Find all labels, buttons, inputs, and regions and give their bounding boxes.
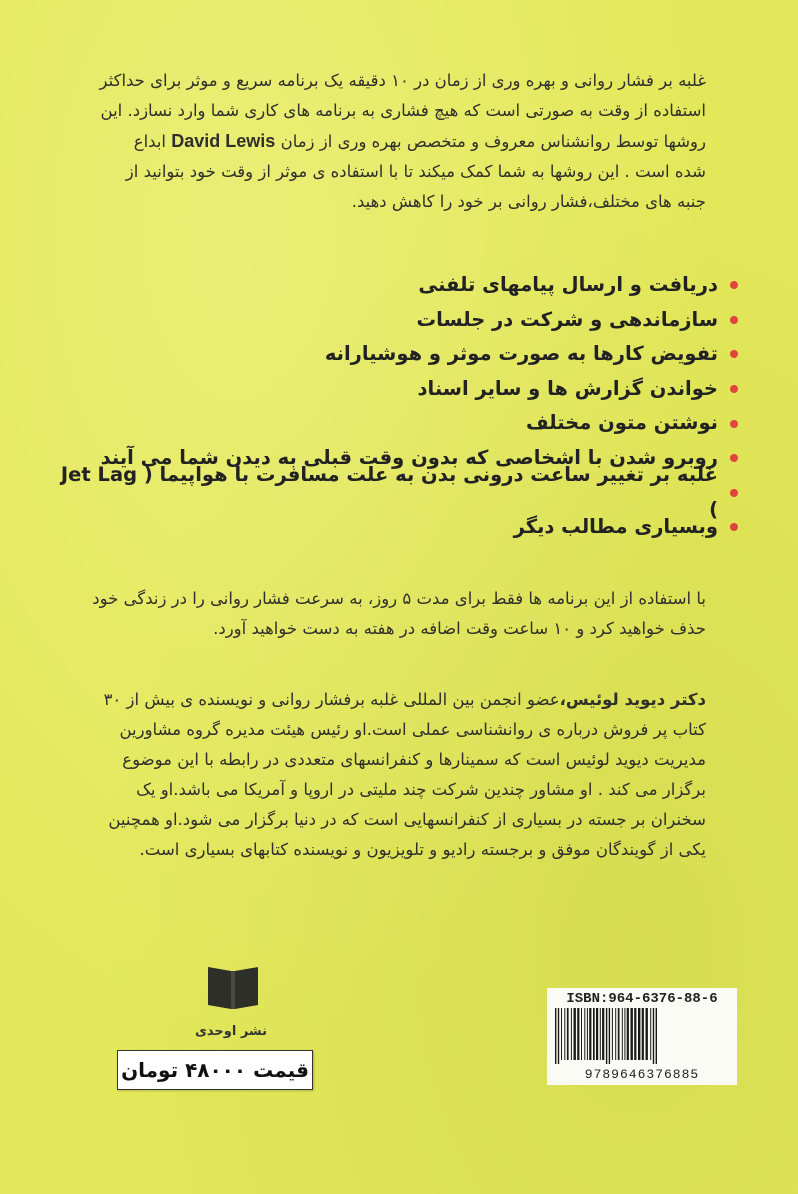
bullet-dot-icon bbox=[730, 454, 738, 462]
list-item-text: خواندن گزارش ها و سایر اسناد bbox=[417, 376, 718, 400]
bullet-dot-icon bbox=[730, 489, 738, 497]
bullet-dot-icon bbox=[730, 281, 738, 289]
intro-line: شده است . این روشها به شما کمک میکند تا با استفاده ی موثر از وقت خود بتوانید از bbox=[125, 162, 706, 181]
open-book-icon bbox=[206, 963, 260, 1011]
intro-line: غلبه بر فشار روانی و بهره وری از زمان در ۱۰ دقیقه یک برنامه سریع و موثر برای حداکثر bbox=[99, 71, 706, 90]
bullet-dot-icon bbox=[730, 316, 738, 324]
feature-list bbox=[58, 268, 738, 545]
intro-line-part: ابداع bbox=[133, 132, 167, 151]
bullet-dot-icon bbox=[730, 385, 738, 393]
publisher-name: نشر اوحدی bbox=[194, 1024, 268, 1039]
list-item-text: نوشتن متون مختلف bbox=[526, 411, 718, 435]
barcode-panel bbox=[547, 988, 737, 1085]
bio-line: برگزار می کند . او مشاور چندین شرکت چند ملیتی در اروپا و آمریکا می باشد.او یک bbox=[136, 780, 706, 799]
bio-line bbox=[88, 685, 706, 715]
bio-line: کتاب پر فروش درباره ی روانشناسی عملی است.او رئیس هیئت مدیره گروه مشاورین bbox=[119, 720, 706, 739]
bio-line-part: عضو انجمن بین المللی غلبه برفشار روانی و نویسنده ی بیش از ۳۰ bbox=[103, 690, 560, 709]
list-item-text: روبرو شدن با اشخاصی که بدون وقت قبلی به دیدن شما می آیند bbox=[100, 445, 718, 469]
list-item-text: دریافت و ارسال پیامهای تلفنی bbox=[418, 273, 718, 296]
bullet-dot-icon bbox=[730, 523, 738, 531]
intro-line: استفاده از وقت به صورتی است که هیچ فشاری به برنامه های کاری شما وارد نسازد. این bbox=[100, 101, 706, 120]
bio-line: سخنران بر جسته در بسیاری از کنفرانسهایی است که در دنیا برگزار می شود.او همچنین bbox=[108, 810, 706, 829]
outro-line: حذف خواهید کرد و ۱۰ ساعت وقت اضافه در هفته به دست خواهید آورد. bbox=[213, 619, 706, 638]
list-item bbox=[58, 268, 738, 303]
intro-line: جنبه های مختلف،فشار روانی بر خود را کاهش دهید. bbox=[351, 192, 706, 211]
list-item bbox=[58, 463, 738, 521]
list-item-text: تفویض کارها به صورت موثر و هوشیارانه bbox=[324, 342, 718, 366]
outro-paragraph bbox=[88, 584, 706, 644]
list-item bbox=[58, 337, 738, 372]
list-item-text: سازماندهی و شرکت در جلسات bbox=[416, 307, 718, 331]
list-item bbox=[58, 372, 738, 407]
intro-line-part: روشها توسط روانشناس معروف و متخصص بهره وری از زمان bbox=[280, 132, 706, 151]
price-sticker bbox=[117, 1050, 313, 1090]
price-label: قیمت ۴۸۰۰۰ تومان bbox=[121, 1058, 309, 1082]
author-name: دکتر دیوید لوئیس، bbox=[559, 690, 706, 709]
isbn-label: ISBN:964-6376-88-6 bbox=[566, 991, 718, 1007]
list-item-text: غلبه بر تغییر ساعت درونی بدن به علت مسافرت با هواپیما ( Jet Lag ) bbox=[60, 463, 718, 521]
bio-line: مدیریت دیوید لوئیس است که سمینارها و کنفرانسهای متعددی در رابطه با این موضوع bbox=[122, 750, 706, 769]
list-item bbox=[58, 406, 738, 441]
barcode-icon bbox=[553, 1008, 731, 1066]
outro-line: با استفاده از این برنامه ها فقط برای مدت ۵ روز، به سرعت فشار روانی را در زندگی خود bbox=[92, 589, 706, 608]
bio-line: یکی از گویندگان موفق و برجسته رادیو و تلویزیون و نویسنده کتابهای بسیاری است. bbox=[139, 840, 706, 859]
intro-line bbox=[88, 126, 706, 157]
ean-number: 9789646376885 bbox=[584, 1067, 700, 1082]
bullet-dot-icon bbox=[730, 420, 738, 428]
list-item bbox=[58, 303, 738, 338]
bullet-dot-icon bbox=[730, 350, 738, 358]
list-item-text: وبسیاری مطالب دیگر bbox=[513, 515, 718, 539]
intro-paragraph bbox=[88, 66, 706, 217]
author-bio bbox=[88, 685, 706, 865]
author-latin-name: David Lewis bbox=[171, 131, 276, 151]
